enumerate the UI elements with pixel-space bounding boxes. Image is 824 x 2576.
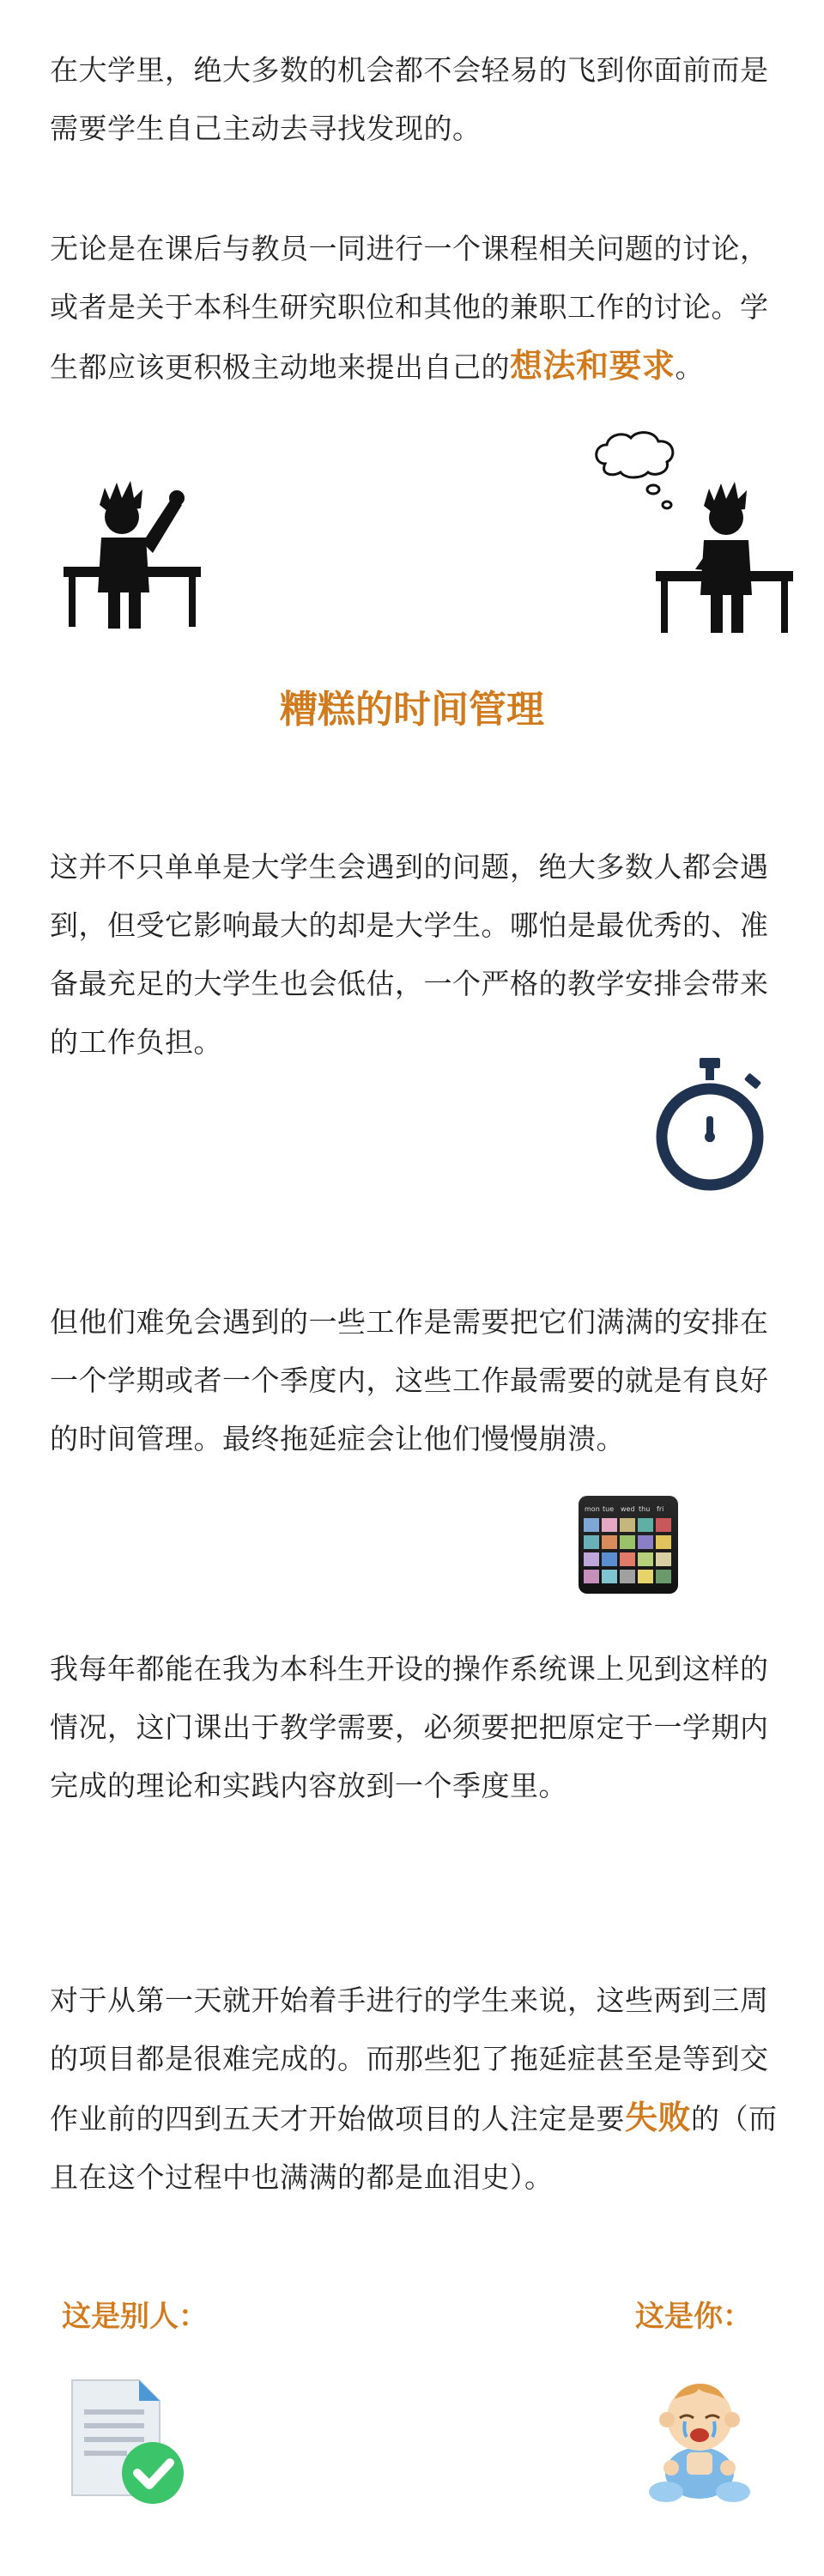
calendar-day-mon: mon: [585, 1505, 600, 1513]
calendar-day-tue: tue: [603, 1505, 615, 1513]
calendar-day-wed: wed: [621, 1505, 635, 1513]
label-you: 这是你：: [635, 2300, 752, 2334]
document-check-icon: [67, 2379, 196, 2507]
calendar-icon: [577, 1494, 680, 1595]
highlight-failure: 失败: [625, 2099, 692, 2136]
paragraph-opportunities: 在大学里，绝大多数的机会都不会轻易的飞到你面前而是需要学生自己主动去寻找发现的。: [50, 53, 769, 145]
calendar-day-fri: fri: [657, 1505, 664, 1513]
stopwatch-icon: [645, 1048, 774, 1198]
student-thinking-icon: [644, 468, 798, 640]
crying-baby-icon: [635, 2370, 764, 2516]
calendar-day-thu: thu: [639, 1505, 651, 1513]
highlight-ideas-and-requests: 想法和要求: [510, 347, 676, 385]
student-raising-hand-icon: [57, 464, 211, 635]
paragraph-procrastination: 但他们难免会遇到的一些工作是需要把它们满满的安排在一个学期或者一个季度内，这些工作最需要的就是有良好的时间管理。最终拖延症会让他们慢慢崩溃。: [50, 1305, 769, 1455]
paragraph-failure-end: 的（而且在这个过程中也满满的都是血泪史）。: [50, 2102, 778, 2194]
paragraph-discussion-end: 。: [675, 350, 705, 384]
label-others: 这是别人：: [62, 2300, 208, 2334]
section-heading-bad-time-management: 糟糕的时间管理: [280, 688, 544, 732]
paragraph-failure: [50, 1971, 788, 2207]
paragraph-failure-text: 对于从第一天就开始着手进行的学生来说，这些两到三周的项目都是很难完成的。而那些犯了拖延症甚至是等到交作业前的四到五天才开始做项目的人注定是要: [50, 1984, 769, 2136]
paragraph-discussion-text: 无论是在课后与教员一同进行一个课程相关问题的讨论，或者是关于本科生研究职位和其他的兼职工作的讨论。学生都应该更积极主动地来提出自己的: [50, 232, 769, 384]
paragraph-os-course: 我每年都能在我为本科生开设的操作系统课上见到这样的情况，这门课出于教学需要，必须要把把原定于一学期内完成的理论和实践内容放到一个季度里。: [50, 1652, 769, 1802]
paragraph-underestimate-workload: 这并不只单单是大学生会遇到的问题，绝大多数人都会遇到，但受它影响最大的却是大学生。哪怕是最优秀的、准备最充足的大学生也会低估，一个严格的教学安排会带来的工作负担。: [50, 850, 769, 1059]
paragraph-discussion: [50, 220, 788, 397]
